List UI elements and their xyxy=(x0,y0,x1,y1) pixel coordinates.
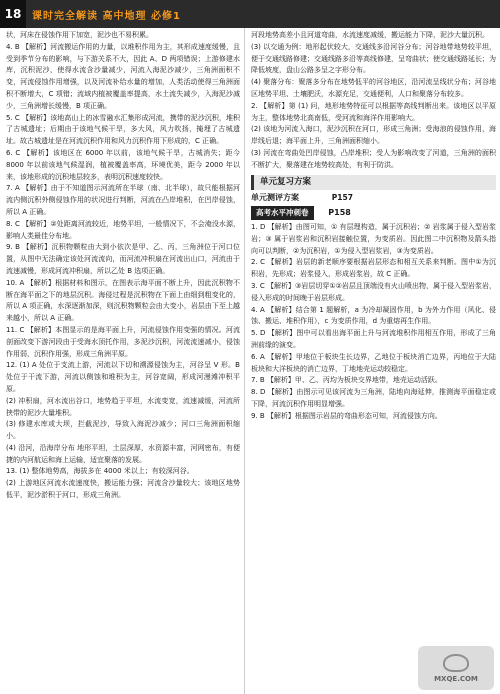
page-number: 18 xyxy=(0,0,26,28)
exam-tag: 高考水平冲刺卷 xyxy=(251,206,314,220)
left-column xyxy=(0,28,245,694)
answer-paragraph: 6. A 【解析】甲地位于板块生长边界，乙地位于板块消亡边界，丙地位于大陆板块和大洋板块的消亡边界，丁地地壳运动较稳定。 xyxy=(251,352,496,373)
answer-paragraph: 12. (1) A 处位于支流上游，河流以下切和溯源侵蚀为主，河谷呈 V 形。B 处位于干流下游，河流以侧蚀和堆积为主，河谷宽阔，形成河漫滩冲积平原。 xyxy=(6,361,240,393)
section-title: 单元复习方案 xyxy=(251,175,496,191)
subtitle-page: P157 xyxy=(331,193,353,203)
page-header xyxy=(0,0,500,28)
answer-paragraph: 9. B 【解析】根据图示岩层的弯曲形态可知，河流侵蚀方向。 xyxy=(251,411,442,420)
answer-paragraph: 11. C 【解析】本图显示的是海平面上升，河流侵蚀作用变强的情况。河流剖面改变下游河段由于受海水顶托作用，多泥沙沉积，河流流速减小，侵蚀作用弱，沉积作用强，形成三角洲平原。 xyxy=(6,325,240,358)
answer-paragraph: 1. D 【解析】由图可知，① 有层理构造，属于沉积岩；② 岩浆属于侵入型岩浆岩；③ 属于岩浆岩和沉积岩接触位置，为变质岩。因此图二中沉积物及箭头指向可以判断，②为沉积岩，①为侵入型岩浆岩，③为变质岩。 xyxy=(251,222,496,255)
answer-paragraph: 状，河床在侵蚀作用下加宽，泥沙也不易积累。 xyxy=(6,31,153,39)
section-subtitle xyxy=(251,192,496,204)
answer-paragraph: 8. C 【解析】②处距离河流较近，地势平坦，一般情况下，不会淹没水源，影响人类最佳分布地。 xyxy=(6,219,240,240)
answer-paragraph: 8. D 【解析】由图示可见该河流为三角洲，陆地向海延伸，推测海平面稳定或下降，河流沉积作用明显增强。 xyxy=(251,388,496,408)
answer-paragraph: 4. B 【解析】河流搬运作用的力量，以堆积作用为主，其形成速度缓慢，且受到季节分布的影响，与下游关系不大，因此 A、D 两项错误；上游修建水库，沉积泥沙，使得水流含沙量减少，河流入海泥沙减少，三角洲面积不变，河流侵蚀作用增强，以及河流补给水量的增加，人类活动使得三角洲面积不断增大，C 项错；流域内植被覆盖率提高，水土流失减少，入海泥沙减少，三角洲增长缓慢，B 项正确。 xyxy=(6,42,240,110)
right-column xyxy=(245,28,500,694)
watermark-url: MXQE.COM xyxy=(434,674,478,683)
watermark-logo-icon xyxy=(443,654,469,672)
answer-paragraph: 5. D 【解析】图中可以看出海平面上升与河流堆积作用相互作用，形成了三角洲前缘的演变。 xyxy=(251,329,496,349)
answer-paragraph: 5. C 【解析】该地高山上的冰雪融水汇集形成河流，携带的泥沙沉积，堆积了古城遗址；后期由于该地气候干旱，多大风，风力吹扬，掩埋了古城遗址。故古城遗址是在河流沉积作用和风力沉积作用下形成的，C 正确。 xyxy=(6,113,240,146)
answer-paragraph: 6. C 【解析】该地区在 6000 年以前，该地气候干旱，古城消失；距今 8000 年以前该地气候湿润，植被覆盖率高，环境优美，距今 2000 年以来，该地形成的沉积地层较多，表明沉积速度较快。 xyxy=(6,148,240,181)
tag-row xyxy=(251,206,496,220)
tag-page: P158 xyxy=(328,208,351,218)
answer-paragraph: (2) 该地为河流入海口，泥沙沉积在河口，形成三角洲；受海浪的侵蚀作用，海岸线后退；海平面上升，三角洲面积缩小。 xyxy=(251,125,496,146)
answer-paragraph: (3) 修建水库或大坝，拦截泥沙，导致入海泥沙减少；河口三角洲面积缩小。 xyxy=(6,420,240,441)
answer-paragraph: 3. C 【解析】③岩层切穿①②岩层且顶端没有火山喷出物，属于侵入型岩浆岩，侵入形成的时间晚于岩层形成。 xyxy=(251,281,496,302)
answer-paragraph: (3) 河流在弯曲处凹岸侵蚀，凸岸堆积；受人为影响改变了河道，三角洲的面积不断扩大，聚落建在地势较高处，有利于防洪。 xyxy=(251,148,496,169)
answer-paragraph: 4. A 【解析】结合第 1 题解析，a 为冷却凝固作用，b 为外力作用（风化、侵蚀、搬运、堆积作用），c 为变质作用，d 为重熔再生作用。 xyxy=(251,305,496,326)
answer-paragraph: 7. A 【解析】由于不知道图示河流所在半球（南、北半球），故只能根据河流内侧沉积外侧侵蚀作用的状况进行判断，河流在凸岸堆积，在凹岸侵蚀，所以 A 正确。 xyxy=(6,184,240,216)
answer-paragraph: 13. (1) 整体地势高，海拔多在 4000 米以上；有较深河谷。 xyxy=(6,467,194,476)
answer-paragraph: 7. B 【解析】甲、乙、丙均为板块交界地带，地壳运动活跃。 xyxy=(251,376,442,385)
answer-paragraph: 河段地势高差小且河道弯曲，水流速度减缓，搬运能力下降，泥沙大量沉积。 xyxy=(251,31,489,39)
watermark xyxy=(418,646,494,690)
answer-paragraph: (3) 以交通为例：地形起伏较大，交通线多沿河谷分布；河谷地带地势较平坦，便于交通线路修建；交通线路多沿等高线修建，呈弯曲状；使交通线路延长；为降低坡度，盘山公路多呈之字形分布。 xyxy=(251,42,496,75)
answer-paragraph: (4) 沿河，沿海岸分布 地形平坦，土层深厚，水资源丰富，河网密布，有便捷的内河航运和海上运输，适宜聚落的发展。 xyxy=(6,443,240,464)
answer-paragraph: 2. C 【解析】岩层的新老顺序要根据岩层形态和相互关系来判断。图中①为沉积岩，先形成；岩浆侵入，形成岩浆岩，故 C 正确。 xyxy=(251,258,496,279)
answer-paragraph: 2. 【解析】第 (1) 问，地形地势特征可以根据等高线判断出来。该地区以平原为主，整体地势北高南低，受河流和海洋作用影响大。 xyxy=(251,101,496,122)
answer-paragraph: (2) 上游地区河流水流速度快，搬运能力强；河流含沙量较大；该地区地势低平，泥沙淤积于河口，形成三角洲。 xyxy=(6,479,240,500)
subtitle-text: 单元测评方案 xyxy=(251,193,299,203)
answer-paragraph: (2) 冲积扇，河水流出谷口，地势趋于平坦，水流变宽，流速减缓，河流所挟带的泥沙大量堆积。 xyxy=(6,396,240,417)
answer-paragraph: (4) 聚落分布：聚落多分布在地势低平的河谷地区，沿河流呈线状分布；河谷地区地势平坦、土壤肥沃，水源充足，交通便利，人口和聚落分布较多。 xyxy=(251,78,496,98)
answer-paragraph: 9. B 【解析】沉积物颗粒由大到小依次是甲、乙、丙，三角洲位于河口位置，从图中无法确定该处河流流向，而河流冲积扇在河流出山口，河流由于流速减慢，形成河流冲积扇，所以乙处 B 选项正确。 xyxy=(6,243,240,275)
answer-paragraph: 10. A 【解析】根据材料和图示，在图表示海平面不断上升，因此沉积物不断在海平面之下的地层沉积。海侵过程是沉积物在下面上由细到粗变化的，所以 A 项正确，水深逐渐加深，则沉积物颗粒会由大变小，岩层由下至上越来越小，所以 A 正确。 xyxy=(6,278,240,323)
page-content xyxy=(0,28,500,694)
header-title: 课时完全解读 高中地理 必修1 xyxy=(32,10,181,22)
